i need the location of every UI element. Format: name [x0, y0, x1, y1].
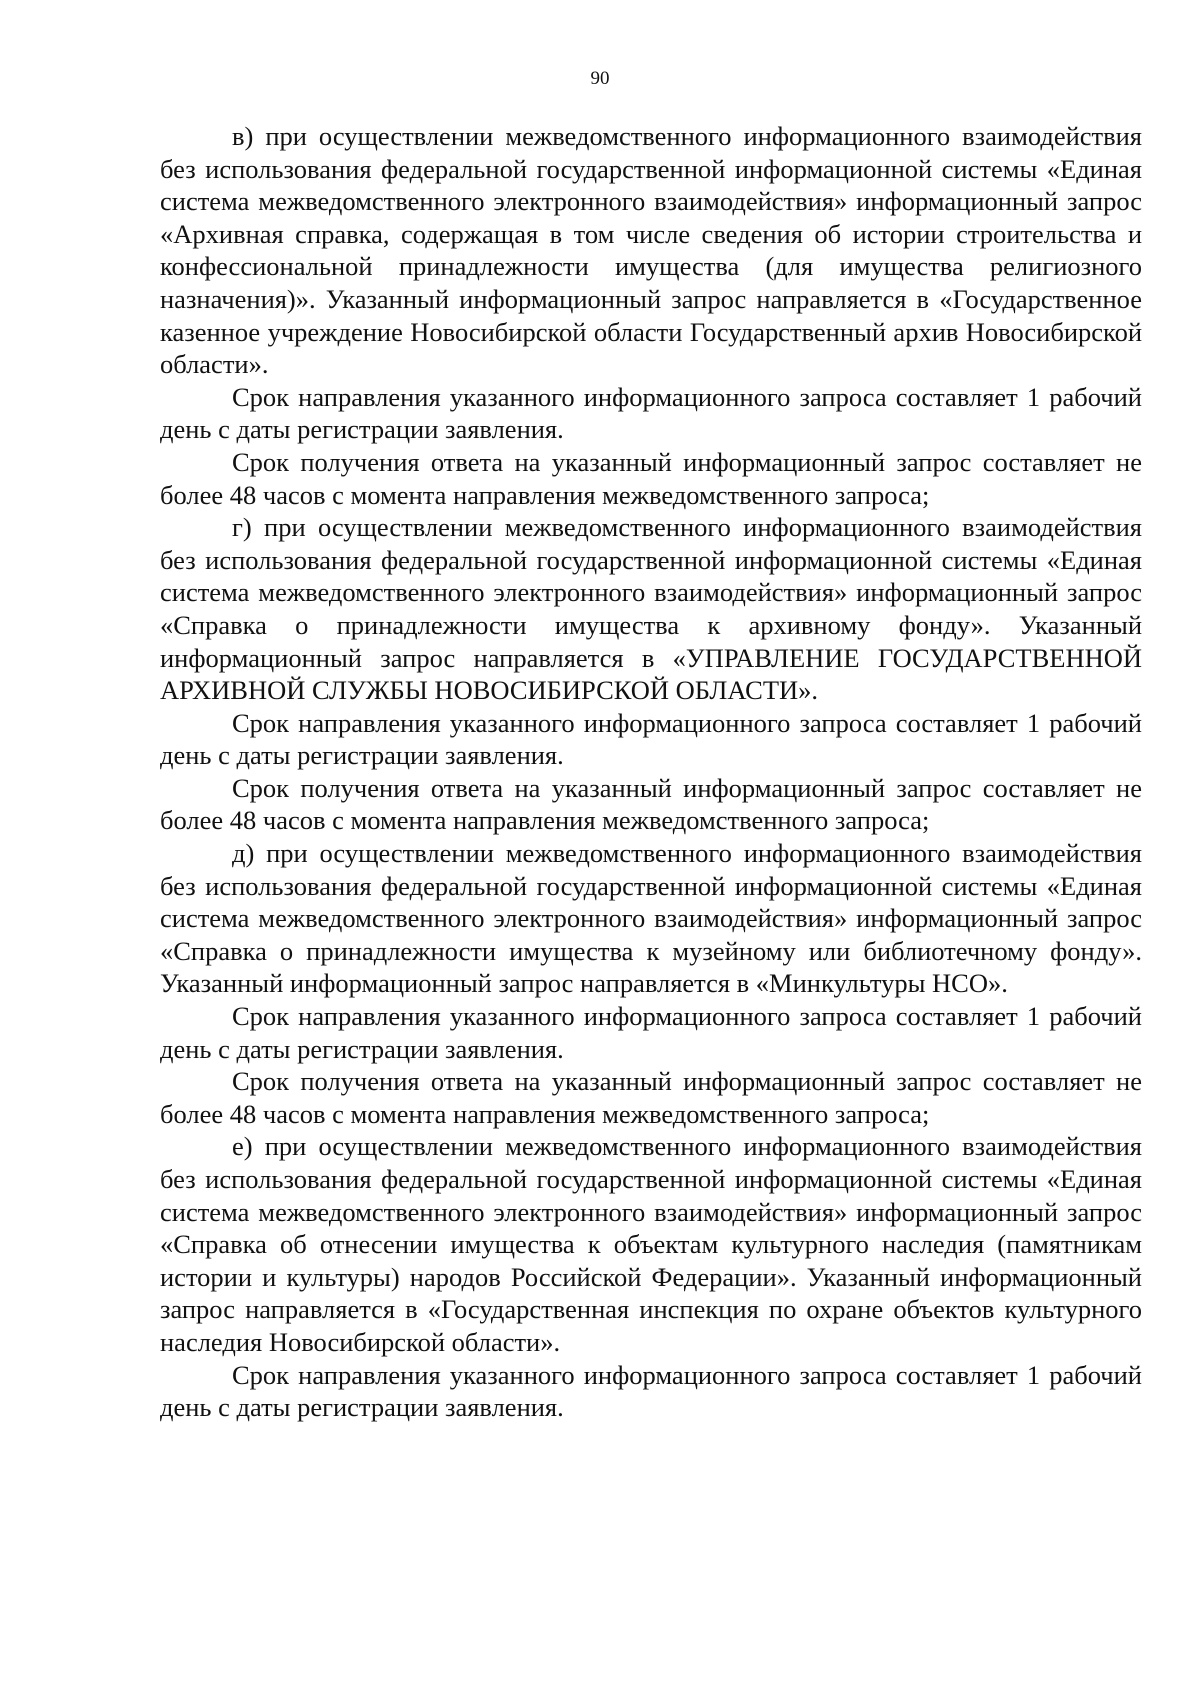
- paragraph-request-deadline: Срок направления указанного информационного запроса составляет 1 рабочий день с даты регистрации заявления.: [160, 707, 1142, 771]
- paragraph-item-v: в) при осуществлении межведомственного информационного взаимодействия без использования федеральной государственной информационной системы «Единая система межведомственного электронного взаимодействия» информационный запрос «Архивная справка, содержащая в том числе сведения об истории строительства и конфессиональной принадлежности имущества (для имущества религиозного назначения)». Указанный информационный запрос направляется в «Государственное казенное учреждение Новосибирской области Государственный архив Новосибирской области».: [160, 121, 1142, 380]
- paragraph-request-deadline: Срок направления указанного информационного запроса составляет 1 рабочий день с даты регистрации заявления.: [160, 1359, 1142, 1423]
- paragraph-item-d: д) при осуществлении межведомственного информационного взаимодействия без использования федеральной государственной информационной системы «Единая система межведомственного электронного взаимодействия» информационный запрос «Справка о принадлежности имущества к музейному или библиотечному фонду». Указанный информационный запрос направляется в «Минкультуры НСО».: [160, 838, 1142, 999]
- document-body: [160, 120, 1142, 1424]
- paragraph-response-deadline: Срок получения ответа на указанный информационный запрос составляет не более 48 часов с момента направления межведомственного запроса;: [160, 1066, 1142, 1129]
- paragraph-response-deadline: Срок получения ответа на указанный информационный запрос составляет не более 48 часов с момента направления межведомственного запроса;: [160, 446, 1142, 510]
- paragraph-response-deadline: Срок получения ответа на указанный информационный запрос составляет не более 48 часов с момента направления межведомственного запроса;: [160, 772, 1142, 836]
- paragraph-request-deadline: Срок направления указанного информационного запроса составляет 1 рабочий день с даты регистрации заявления.: [160, 1001, 1142, 1064]
- page-number: 90: [590, 68, 610, 89]
- paragraph-request-deadline: Срок направления указанного информационного запроса составляет 1 рабочий день с даты регистрации заявления.: [160, 381, 1142, 445]
- paragraph-item-e: е) при осуществлении межведомственного информационного взаимодействия без использования федеральной государственной информационной системы «Единая система межведомственного электронного взаимодействия» информационный запрос «Справка об отнесении имущества к объектам культурного наследия (памятникам истории и культуры) народов Российской Федерации». Указанный информационный запрос направляется в «Государственная инспекция по охране объектов культурного наследия Новосибирской области».: [160, 1131, 1142, 1357]
- paragraph-item-g: г) при осуществлении межведомственного информационного взаимодействия без использования федеральной государственной информационной системы «Единая система межведомственного электронного взаимодействия» информационный запрос «Справка о принадлежности имущества к архивному фонду». Указанный информационный запрос направляется в «УПРАВЛЕНИЕ ГОСУДАРСТВЕННОЙ АРХИВНОЙ СЛУЖБЫ НОВОСИБИРСКОЙ ОБЛАСТИ».: [160, 512, 1142, 706]
